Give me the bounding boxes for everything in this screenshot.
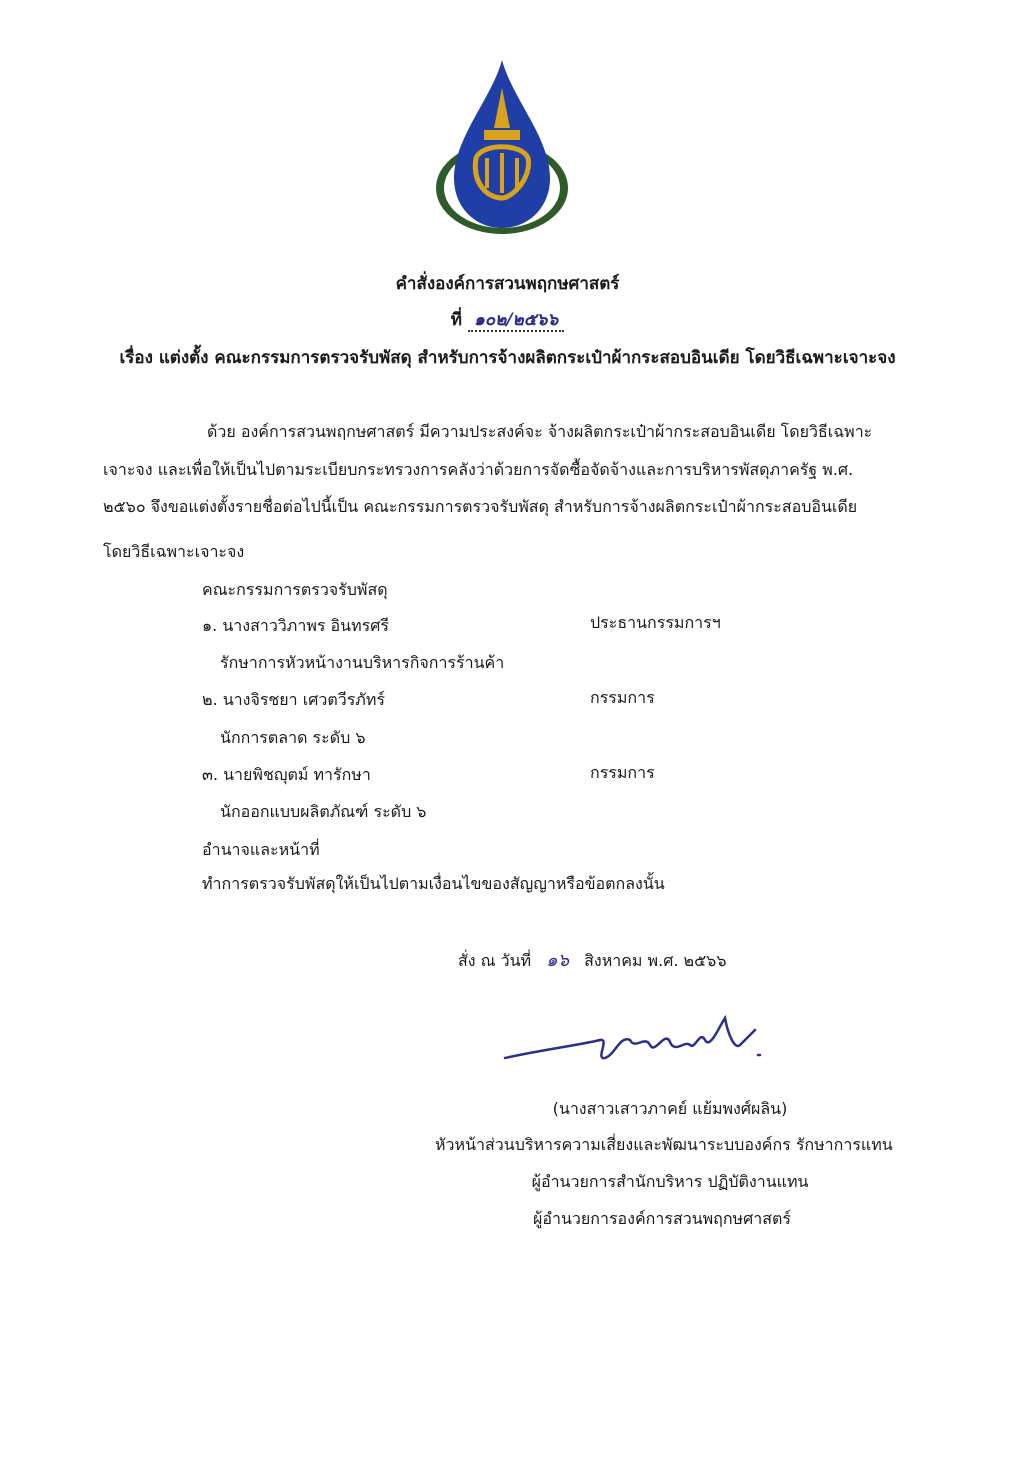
signer-name: (นางสาวเสาวภาคย์ แย้มพงศ์ผลิน) [552, 1099, 788, 1118]
body-line: เจาะจง และเพื่อให้เป็นไปตามระเบียบกระทรวงการคลังว่าด้วยการจัดซื้อจัดจ้างและการบริหารพัสดุภาครัฐ พ.ศ. [103, 460, 854, 479]
member-name: ๓. นายพิชญุตม์ ทารักษา [202, 765, 371, 784]
member-name: ๑. นางสาววิภาพร อินทรศรี [202, 616, 389, 635]
logo [432, 58, 572, 238]
signer-title: ผู้อำนวยการสำนักบริหาร ปฏิบัติงานแทน [531, 1172, 809, 1191]
body-line: โดยวิธีเฉพาะเจาะจง [103, 542, 245, 561]
member-role: กรรมการ [590, 763, 655, 782]
order-number-value: ๑๐๒/๒๕๖๖ [468, 310, 564, 332]
committee-heading: คณะกรรมการตรวจรับพัสดุ [202, 580, 388, 599]
order-title: คำสั่งองค์การสวนพฤกษศาสตร์ [395, 274, 620, 294]
member-role: ประธานกรรมการฯ [590, 613, 721, 632]
duties-heading: อำนาจและหน้าที่ [202, 840, 320, 859]
order-date [458, 945, 726, 974]
date-prefix: สั่ง ณ วันที่ [458, 951, 532, 970]
duties: ทำการตรวจรับพัสดุให้เป็นไปตามเงื่อนไขของสัญญาหรือข้อตกลงนั้น [202, 874, 665, 893]
date-day: ๑๖ [546, 950, 570, 971]
body-line: ด้วย องค์การสวนพฤกษศาสตร์ มีความประสงค์จะ จ้างผลิตกระเป๋าผ้ากระสอบอินเดีย โดยวิธีเฉพาะ [207, 422, 873, 441]
member-position: นักการตลาด ระดับ ๖ [220, 728, 366, 747]
subject: เรื่อง แต่งตั้ง คณะกรรมการตรวจรับพัสดุ สำหรับการจ้างผลิตกระเป๋าผ้ากระสอบอินเดีย โดยวิธีเฉพาะเจาะจง [119, 348, 896, 368]
signer-title: หัวหน้าส่วนบริหารความเสี่ยงและพัฒนาระบบองค์กร รักษาการแทน [435, 1135, 893, 1154]
member-role: กรรมการ [590, 688, 655, 707]
member-position: รักษาการหัวหน้างานบริหารกิจการร้านค้า [220, 653, 505, 672]
number-prefix: ที่ [450, 310, 463, 330]
member-name: ๒. นางจิรชยา เศวตวีรภัทร์ [202, 690, 385, 709]
signer-title: ผู้อำนวยการองค์การสวนพฤกษศาสตร์ [533, 1209, 791, 1228]
member-position: นักออกแบบผลิตภัณฑ์ ระดับ ๖ [220, 802, 427, 821]
body-line: ๒๕๖๐ จึงขอแต่งตั้งรายชื่อต่อไปนี้เป็น คณะกรรมการตรวจรับพัสดุ สำหรับการจ้างผลิตกระเป๋าผ้ากระสอบอินเดีย [103, 497, 858, 516]
date-rest: สิงหาคม พ.ศ. ๒๕๖๖ [584, 951, 727, 970]
order-number [0, 306, 1015, 333]
signature-image [500, 1010, 770, 1074]
